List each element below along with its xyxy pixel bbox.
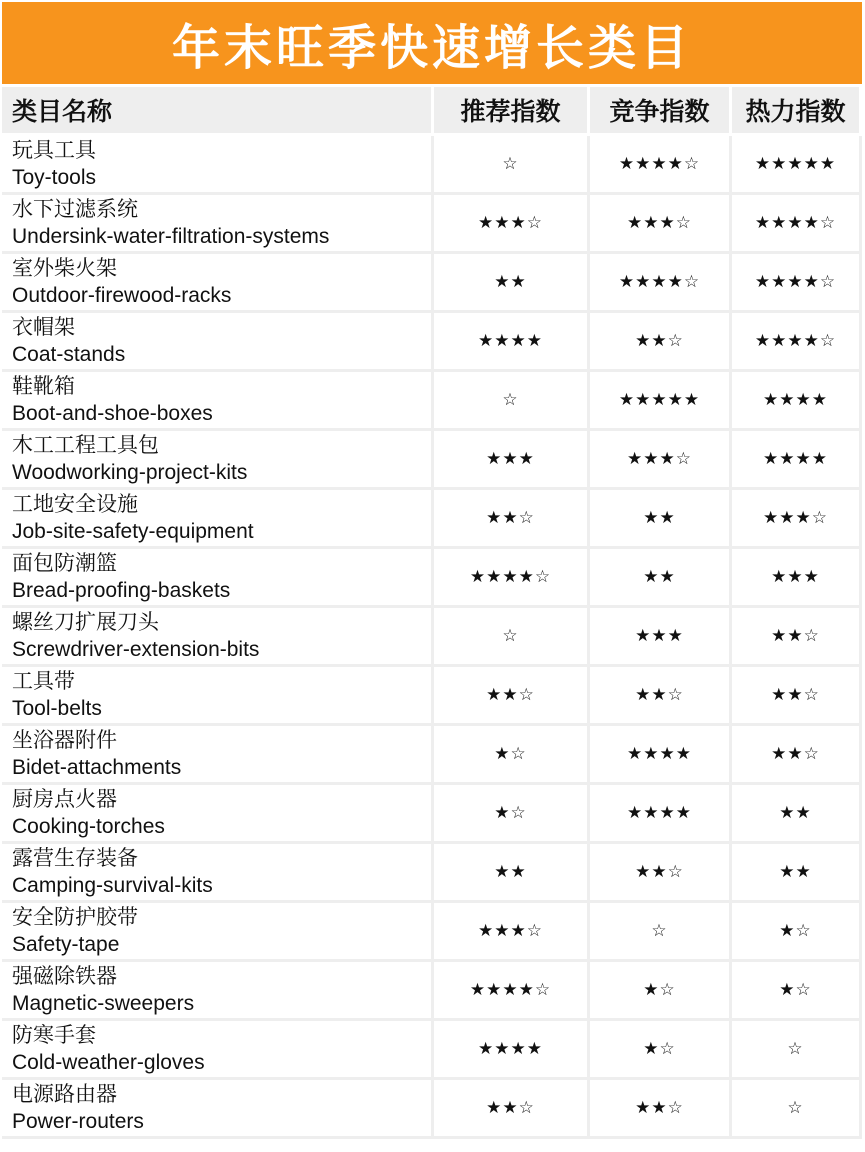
table-row [2, 962, 862, 1021]
category-name-zh: 玩具工具 [12, 138, 96, 162]
category-cell [2, 549, 434, 608]
header-recommend-index: 推荐指数 [434, 87, 590, 136]
heat-stars: ★★☆ [732, 726, 862, 785]
recommend-stars: ★★★★ [434, 313, 590, 372]
table-row [2, 608, 862, 667]
competition-stars: ★★★☆ [590, 431, 732, 490]
heat-stars: ★★★★ [732, 431, 862, 490]
category-cell [2, 785, 434, 844]
table-row [2, 726, 862, 785]
table-row [2, 372, 862, 431]
category-name-en: Cold-weather-gloves [12, 1051, 205, 1074]
table-row [2, 195, 862, 254]
heat-stars: ★★★★☆ [732, 313, 862, 372]
competition-stars: ★★☆ [590, 667, 732, 726]
category-name-zh: 鞋靴箱 [12, 374, 75, 398]
competition-stars: ★★★★☆ [590, 136, 732, 195]
recommend-stars: ★★★★☆ [434, 962, 590, 1021]
competition-stars: ★☆ [590, 1021, 732, 1080]
heat-stars: ★★★★☆ [732, 254, 862, 313]
category-name-zh: 电源路由器 [12, 1082, 117, 1106]
table-row [2, 431, 862, 490]
category-cell [2, 313, 434, 372]
category-name-en: Woodworking-project-kits [12, 461, 248, 484]
heat-stars: ☆ [732, 1021, 862, 1080]
heat-stars: ★★★ [732, 549, 862, 608]
category-name-en: Power-routers [12, 1110, 144, 1133]
table-row [2, 136, 862, 195]
recommend-stars: ★☆ [434, 726, 590, 785]
header-heat-index: 热力指数 [732, 87, 862, 136]
header-category-name: 类目名称 [2, 87, 434, 136]
recommend-stars: ★★ [434, 844, 590, 903]
heat-stars: ★☆ [732, 903, 862, 962]
heat-stars: ★★ [732, 785, 862, 844]
category-name-zh: 露营生存装备 [12, 846, 138, 870]
category-cell [2, 667, 434, 726]
competition-stars: ★★★★★ [590, 372, 732, 431]
category-name-zh: 工具带 [12, 669, 75, 693]
heat-stars: ☆ [732, 1080, 862, 1139]
recommend-stars: ☆ [434, 372, 590, 431]
table-row [2, 1080, 862, 1139]
category-cell [2, 254, 434, 313]
competition-stars: ★☆ [590, 962, 732, 1021]
category-name-en: Bread-proofing-baskets [12, 579, 231, 602]
recommend-stars: ★★★★ [434, 1021, 590, 1080]
category-cell [2, 490, 434, 549]
category-name-zh: 水下过滤系统 [12, 197, 138, 221]
competition-stars: ★★ [590, 549, 732, 608]
table-row [2, 785, 862, 844]
category-cell [2, 608, 434, 667]
recommend-stars: ★★★☆ [434, 903, 590, 962]
recommend-stars: ★★★★☆ [434, 549, 590, 608]
category-cell [2, 1080, 434, 1139]
category-name-en: Tool-belts [12, 697, 102, 720]
recommend-stars: ★★☆ [434, 667, 590, 726]
category-cell [2, 1021, 434, 1080]
heat-stars: ★★☆ [732, 608, 862, 667]
category-name-zh: 安全防护胶带 [12, 905, 138, 929]
table-row [2, 1021, 862, 1080]
category-cell [2, 136, 434, 195]
competition-stars: ★★★★ [590, 785, 732, 844]
category-table [2, 87, 862, 1139]
table-row [2, 549, 862, 608]
category-name-en: Job-site-safety-equipment [12, 520, 254, 543]
category-name-zh: 木工工程工具包 [12, 433, 159, 457]
recommend-stars: ★★☆ [434, 490, 590, 549]
category-cell [2, 844, 434, 903]
recommend-stars: ★★★☆ [434, 195, 590, 254]
category-name-zh: 衣帽架 [12, 315, 75, 339]
heat-stars: ★★ [732, 844, 862, 903]
category-cell [2, 431, 434, 490]
heat-stars: ★★★★ [732, 372, 862, 431]
table-row [2, 313, 862, 372]
category-name-zh: 工地安全设施 [12, 492, 138, 516]
heat-stars: ★★☆ [732, 667, 862, 726]
category-name-zh: 面包防潮篮 [12, 551, 117, 575]
competition-stars: ★★★☆ [590, 195, 732, 254]
category-name-zh: 螺丝刀扩展刀头 [12, 610, 159, 634]
competition-stars: ★★★ [590, 608, 732, 667]
category-name-zh: 厨房点火器 [12, 787, 117, 811]
recommend-stars: ★★ [434, 254, 590, 313]
category-cell [2, 726, 434, 785]
category-name-en: Screwdriver-extension-bits [12, 638, 260, 661]
category-name-en: Toy-tools [12, 166, 97, 189]
heat-stars: ★☆ [732, 962, 862, 1021]
recommend-stars: ★☆ [434, 785, 590, 844]
heat-stars: ★★★★★ [732, 136, 862, 195]
category-name-en: Bidet-attachments [12, 756, 182, 779]
recommend-stars: ☆ [434, 608, 590, 667]
category-name-en: Cooking-torches [12, 815, 165, 838]
title-banner [2, 2, 862, 84]
category-name-en: Coat-stands [12, 343, 126, 366]
recommend-stars: ★★★ [434, 431, 590, 490]
competition-stars: ★★☆ [590, 1080, 732, 1139]
category-name-zh: 防寒手套 [12, 1023, 96, 1047]
heat-stars: ★★★☆ [732, 490, 862, 549]
category-cell [2, 903, 434, 962]
category-name-en: Camping-survival-kits [12, 874, 213, 897]
category-name-en: Safety-tape [12, 933, 120, 956]
table-row [2, 254, 862, 313]
category-name-zh: 室外柴火架 [12, 256, 117, 280]
category-cell [2, 372, 434, 431]
table-header-row [2, 87, 862, 136]
competition-stars: ★★ [590, 490, 732, 549]
category-cell [2, 962, 434, 1021]
category-name-zh: 强磁除铁器 [12, 964, 117, 988]
category-name-en: Undersink-water-filtration-systems [12, 225, 330, 248]
competition-stars: ★★☆ [590, 313, 732, 372]
category-name-en: Boot-and-shoe-boxes [12, 402, 213, 425]
table-row [2, 490, 862, 549]
recommend-stars: ☆ [434, 136, 590, 195]
category-name-zh: 坐浴器附件 [12, 728, 117, 752]
heat-stars: ★★★★☆ [732, 195, 862, 254]
competition-stars: ★★★★☆ [590, 254, 732, 313]
category-name-en: Outdoor-firewood-racks [12, 284, 232, 307]
table-row [2, 903, 862, 962]
table-row [2, 667, 862, 726]
page-title: 年末旺季快速增长类目 [171, 19, 692, 76]
category-name-en: Magnetic-sweepers [12, 992, 195, 1015]
competition-stars: ★★★★ [590, 726, 732, 785]
competition-stars: ☆ [590, 903, 732, 962]
competition-stars: ★★☆ [590, 844, 732, 903]
recommend-stars: ★★☆ [434, 1080, 590, 1139]
table-row [2, 844, 862, 903]
category-cell [2, 195, 434, 254]
header-competition-index: 竞争指数 [590, 87, 732, 136]
